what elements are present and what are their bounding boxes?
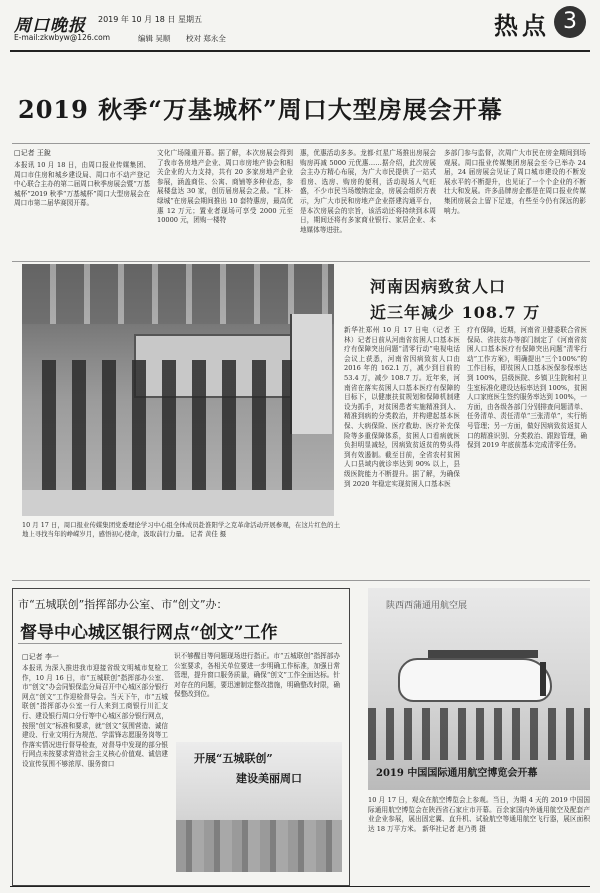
wucheng-reporter: □记者 李一 xyxy=(22,653,59,661)
airshow-photo xyxy=(368,588,590,790)
wucheng-rule xyxy=(18,643,342,644)
airshow-caption: 10 月 17 日，观众在航空博览会上参观。当日，为期 4 天的 2019 中国国际通用航空博览会在陕西省石家庄市开幕。百余家国内外通用航空及配套产业企业参展，展出固定翼、直升机、试验航空等通用航空飞行器，展区面积达 18 万平方米。 新华社记者 赵乃勇 摄 xyxy=(368,796,590,833)
wucheng-headline: 督导中心城区银行网点“创文”工作 xyxy=(20,623,278,643)
editor-credit: 编辑 吴顺 xyxy=(138,34,171,43)
email-address: E-mail:zkwbyw@126.com xyxy=(14,33,111,42)
display-board xyxy=(290,314,332,434)
newspaper-logo: 周口晚报 xyxy=(14,16,86,36)
airshow-sign: 陕西西蒲通用航空展 xyxy=(386,601,468,611)
exhibition-photo xyxy=(22,264,334,516)
lead-col-1: 本报讯 10 月 18 日，由周口报业传媒集团、周口市住房和城乡建设局、周口市不动产登记中心联合主办的第二届周口秋季房展会暨“万基城杯”2019 秋季“万基城杯”周口大型房展会在周口市第二届华赛园开幕。 xyxy=(14,161,150,208)
banner-line-2: 建设美丽周口 xyxy=(236,772,302,785)
airplane-wing xyxy=(428,650,538,658)
page-number-badge: 3 xyxy=(554,6,586,38)
skyline-graphic xyxy=(176,820,342,872)
airshow-title: 2019 中国国际通用航空博览会开幕 xyxy=(376,768,538,779)
lead-col-4: 多部门参与监督，次周广大市民在房金期间到场观展。周口报业传媒集团房展会至今已举办 24 届，24 届房展会见证了周口城市建设的不断发展水平的不断提升，也见证了一个个企业的不断壮大和发展。许多品牌房企都是在周口报业传媒集团房展会上留下足迹，有些至今仍有深远的影响力。 xyxy=(444,149,586,215)
exhibition-photo-caption: 10 月 17 日，周口报业传媒集团党委理论学习中心组全体成员赴淮阳学之克革命活动开展参观，在这片红色的土地上寻找当年的峥嵘岁月，感悟初心使命，汲取前行力量。 记者 黄佳 摄 xyxy=(22,521,340,539)
footer-rule xyxy=(10,886,590,887)
lead-rule-bottom xyxy=(12,261,590,262)
lead-col-2: 文化广场隆重开幕。据了解，本次房展会得到了我市各房地产企业、周口市房地产协会和相关企业的大力支持，共有 20 多家房地产企业参展，涵盖商住、公寓、商铺等多种业态，参展楼盘达 30 家，创历届房展会之最。“汇林·绿城”在房展会期间推出 10 套特惠房，最高优惠 12 万元；置业者现场可享受 2000 元至 10000 元，团购一楼特 xyxy=(157,149,293,225)
section-name: 热点 xyxy=(494,11,550,40)
ceiling-lights xyxy=(22,264,334,324)
visitor-group xyxy=(42,360,292,490)
issue-date: 2019 年 10 月 18 日 星期五 xyxy=(98,15,202,24)
floor xyxy=(22,490,334,516)
airplane-body xyxy=(398,658,552,702)
masthead xyxy=(0,0,600,62)
middle-rule xyxy=(12,580,590,581)
wucheng-col-a: 本报讯 为深入推进我市迎接省级文明城市复检工作，10 月 16 日，市“五城联创”指挥部办公室、市“创文”办会同银保监分局召开中心城区部分银行网点“创文”工作迎检督导会。当天下午，市“五城联创”指挥部办公室一行人来到工商银行川汇支行、建设银行周口分行等中心城区部分银行网点，按照“创文”标准和要求，就“创文”氛围营造、诚信建设、行业文明行为规范、学雷锋志愿服务岗等工作落实情况进行督导检查，对督导中发现的部分银行网点未按要求营造社会主义核心价值观、诚信建设宣传氛围不够浓厚、服务窗口 xyxy=(22,664,168,768)
airplane-propeller xyxy=(540,662,546,696)
proof-credit: 校对 郑永全 xyxy=(186,34,226,43)
crowd xyxy=(368,708,590,760)
lead-reporter: □记者 王銳 xyxy=(14,149,51,157)
masthead-rule xyxy=(10,50,590,52)
lead-headline: 2019 秋季“万基城杯”周口大型房展会开幕 xyxy=(18,95,503,124)
banner-line-1: 开展“五城联创” xyxy=(194,752,273,765)
wucheng-col-b: 识不够醒目等问题现场进行指正。市“五城联创”指挥部办公室要求，各相关单位要进一步明确工作标准，加强日常管理，提升窗口服务质量，确保“创文”工作全面达标。针对存在的问题，要迅速制定整改措施，明确整改时限，确保整改到位。 xyxy=(174,652,340,699)
lead-col-3: 惠，优惠活动多多。龙都·红星广场推出房展会购房再减 5000 元优惠……据介绍，此次房展会主办方精心布展，为广大市民提供了一站式看房、选房、购房的便利，活动现场人气旺盛，不少市民当场缴纳定金，房展会组织方表示，为广大市民和房地产企业搭建沟通平台，是本次房展会的宗旨，该活动还将持续到本周日，期间还将有多家商业银行、家居企业、本地媒体等进驻。 xyxy=(300,149,436,234)
poverty-col-b: 疗有保障，近期，河南省卫健委联合省医保局、省扶贫办等部门制定了《河南省贫困人口基本医疗有保障突出问题“清零行动”工作方案》，明确提出“三个100%”的工作目标，即贫困人口基本医保参保率达到 100%，县级医院、乡镇卫生院和村卫生室标准化建设达标率达到 100%，贫困人口家庭医生签约服务率达到 100%，一方面，由各级各部门分别排查问题清单、任务清单、责任清单“三张清单”，实行销号管理；另一方面，做好因病致贫返贫人口的精准识别、分类救治、跟踪管理，确保到 2019 年底前基本完成清零任务。 xyxy=(467,326,587,450)
wucheng-kicker: 市“五城联创”指挥部办公室、市“创文”办： xyxy=(18,598,228,611)
poverty-col-a: 新华社郑州 10 月 17 日电（记者 王林）记者日前从河南省贫困人口基本医疗有保障突出问题“清零行动”电视电话会议上获悉，河南省因病致贫人口由 2016 年的 162.1 万，减少到目前的 53.4 万，减少 108.7 万。近年来，河南省在落实贫困人口基本医疗有保障的目标下，以健康扶贫规划和保障机制建设为抓手，对贫困患者实施精准到人、精准到病的分类救治，并构建起基本医保、大病保险、医疗救助、医疗补充保险等多重保障体系，贫困人口看病就医负担明显减轻，因病致贫返贫的势头得到有效遏制。截至目前，全省农村贫困人口县域内就诊率达到 90% 以上，县级医院能力不断提升。据了解，为确保到 2020 年稳定实现贫困人口基本医 xyxy=(344,326,460,488)
poverty-title-1: 河南因病致贫人口 xyxy=(370,277,507,296)
lead-rule-top xyxy=(12,143,590,144)
poverty-title-2: 近三年减少 108.7 万 xyxy=(370,303,541,322)
wucheng-banner xyxy=(176,742,342,872)
